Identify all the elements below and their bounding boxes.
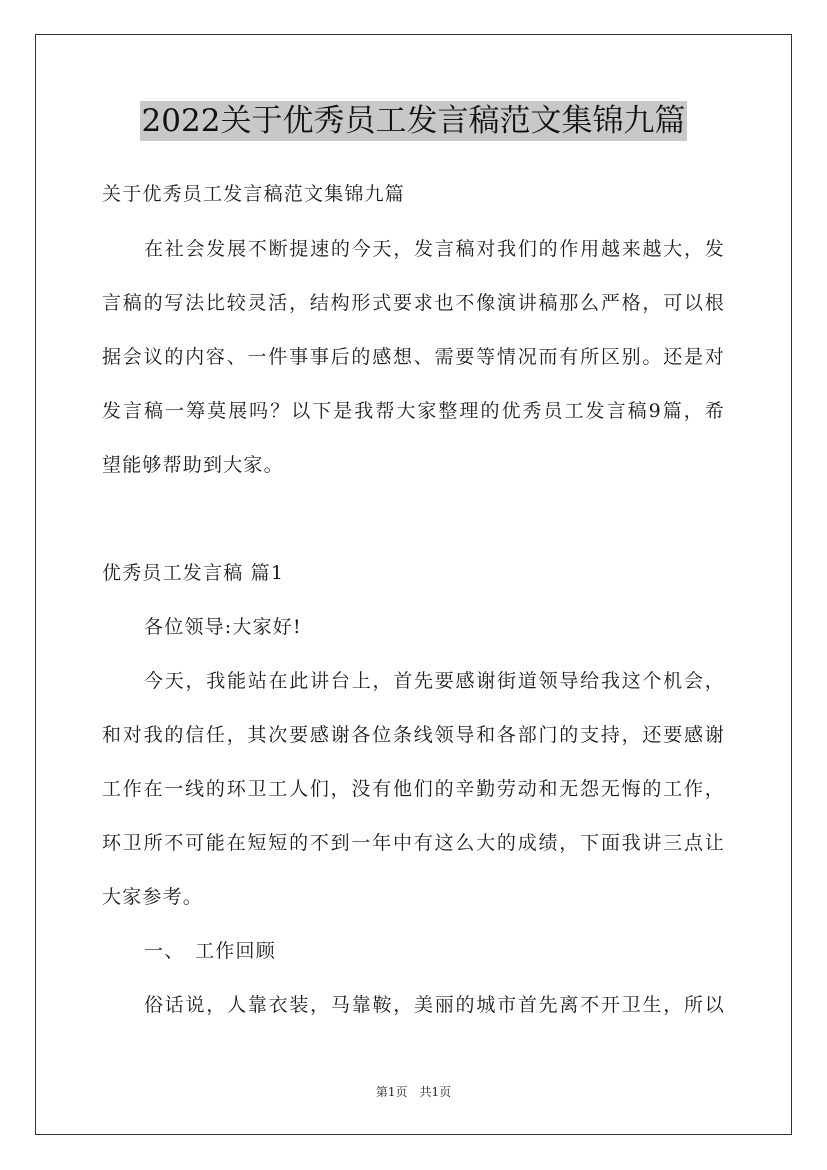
intro-line-4: 发言稿一筹莫展吗？以下是我帮大家整理的优秀员工发言稿9篇，希 (102, 400, 725, 422)
last-body-line: 俗话说，人靠衣装，马靠鞍，美丽的城市首先离不开卫生，所以 (144, 994, 725, 1016)
document-title: 2022关于优秀员工发言稿范文集锦九篇 (141, 103, 686, 139)
body-line-1: 今天，我能站在此讲台上，首先要感谢街道领导给我这个机会， (144, 670, 725, 692)
greeting-line: 各位领导:大家好! (144, 616, 302, 638)
body-line-4: 环卫所不可能在短短的不到一年中有这么大的成绩，下面我讲三点让 (102, 832, 725, 854)
intro-line-1: 在社会发展不断提速的今天，发言稿对我们的作用越来越大，发 (144, 238, 725, 260)
title-container (0, 101, 827, 141)
intro-line-2: 言稿的写法比较灵活，结构形式要求也不像演讲稿那么严格，可以根 (102, 292, 725, 314)
body-line-3: 工作在一线的环卫工人们，没有他们的辛勤劳动和无怨无悔的工作， (102, 778, 725, 800)
page-footer: 第1页 共1页 (375, 1085, 452, 1099)
point-heading: 一、 工作回顾 (144, 940, 276, 962)
body-line-2: 和对我的信任，其次要感谢各位条线领导和各部门的支持，还要感谢 (102, 724, 725, 746)
section-heading: 优秀员工发言稿 篇1 (102, 562, 285, 584)
intro-line-5: 望能够帮助到大家。 (102, 454, 284, 476)
document-subtitle: 关于优秀员工发言稿范文集锦九篇 (102, 183, 406, 205)
intro-line-3: 据会议的内容、一件事事后的感想、需要等情况而有所区别。还是对 (102, 346, 725, 368)
body-line-5: 大家参考。 (102, 886, 204, 908)
